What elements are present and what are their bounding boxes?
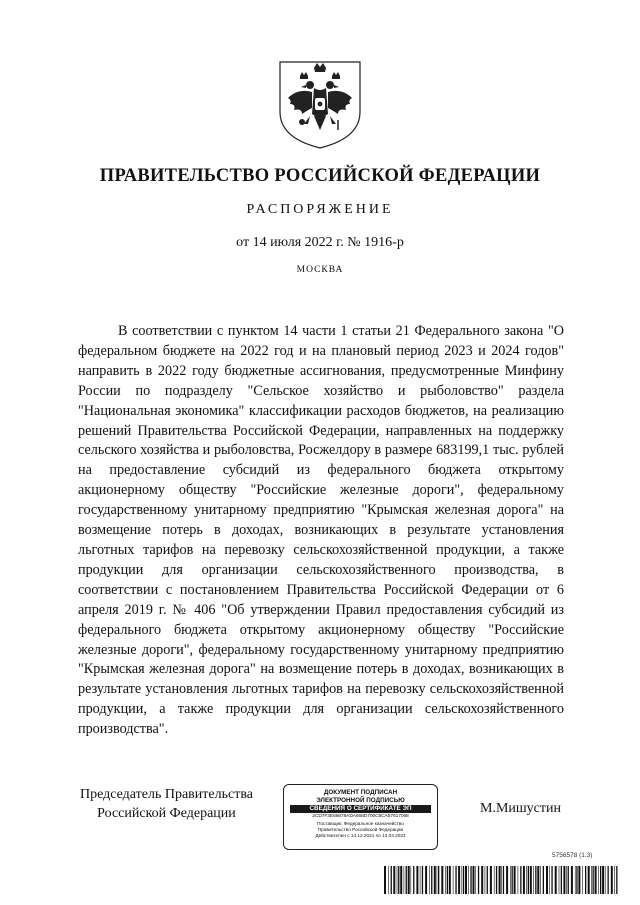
barcode-bar bbox=[588, 866, 590, 894]
barcode-bar bbox=[397, 866, 398, 894]
barcode-bar bbox=[543, 866, 544, 894]
order-paragraph: В соответствии с пунктом 14 части 1 статьи 21 Федерального закона "О федеральном бюджете на 2022 год и на плановый период 2023 и 2024 годов" направить в 2022 году бюджетные ассигнования, предусмотренные Минфину России по подразделу "Сельское хозяйство и рыболовство" раздела "Национальная экономика" классификации расходов бюджетов, на реализацию решений Правительства Российской Федерации, направленных на поддержку сельского хозяйства и рыболовства, Росжелдору в размере 683199,1 тыс. рублей на предоставление субсидий из федерального бюджета открытому акционерному обществу "Российские железные дороги", федеральному государственному унитарному предприятию "Крымская железная дорога" на возмещение потерь в доходах, возникающих в результате установления льготных тарифов на перевозку сельскохозяйственной продукции, а также продукции для организации сельскохозяйственного производства, в соответствии с постановлением Правительства Российской Федерации от 6 апреля 2019 г. № 406 "Об утверждении Правил предоставления субсидий из федерального бюджета открытому акционерному обществу "Российские железные дороги", федеральному государственному унитарному предприятию "Крымская железная дорога" на возмещение потерь в доходах, возникающих в результате установления льготных тарифов на перевозку сельскохозяйственной продукции, а также продукции для организации сельскохозяйственного производства". bbox=[78, 323, 564, 738]
barcode-bar bbox=[551, 866, 552, 894]
city: МОСКВА bbox=[296, 265, 344, 275]
barcode-bar bbox=[582, 866, 583, 894]
barcode-bar bbox=[384, 866, 386, 894]
barcode-bar bbox=[393, 866, 395, 894]
barcode-bar bbox=[434, 866, 436, 894]
barcode-bar bbox=[571, 866, 573, 894]
barcode-bar bbox=[447, 866, 448, 894]
barcode-bar bbox=[591, 866, 592, 894]
barcode-bar bbox=[391, 866, 392, 894]
coat-of-arms-icon bbox=[274, 58, 366, 150]
barcode-bar bbox=[496, 866, 497, 894]
barcode-bar bbox=[449, 866, 451, 894]
barcode-bar bbox=[458, 866, 460, 894]
electronic-signature-stamp bbox=[283, 784, 438, 850]
signatory-position bbox=[80, 785, 253, 823]
barcode-bar bbox=[494, 866, 495, 894]
barcode-bar bbox=[611, 866, 613, 894]
barcode-bar bbox=[413, 866, 414, 894]
barcode-bar bbox=[559, 866, 560, 894]
barcode-bar bbox=[478, 866, 479, 894]
barcode-bar bbox=[506, 866, 508, 894]
barcode-bar bbox=[416, 866, 418, 894]
barcode-bar bbox=[462, 866, 463, 894]
barcode-bar bbox=[546, 866, 548, 894]
barcode-bar bbox=[512, 866, 513, 894]
barcode-bar bbox=[566, 866, 567, 894]
barcode-bar bbox=[605, 866, 606, 894]
barcode-bar bbox=[510, 866, 511, 894]
barcode-bar bbox=[520, 866, 521, 894]
barcode-bar bbox=[568, 866, 569, 894]
barcode-bar bbox=[575, 866, 576, 894]
barcode-bar bbox=[561, 866, 562, 894]
stamp-validity: Действителен с 13.12.2021 по 13.03.2023 bbox=[315, 833, 406, 839]
stamp-owner: Правительство Российской Федерации bbox=[317, 826, 404, 832]
barcode-bar bbox=[555, 866, 557, 894]
barcode-bar bbox=[576, 866, 577, 894]
barcode-number: 5756578 (1.3) bbox=[552, 852, 593, 859]
position-line-1: Председатель Правительства bbox=[80, 787, 253, 802]
barcode-bar bbox=[501, 866, 502, 894]
barcode-bar bbox=[453, 866, 454, 894]
stamp-line-2: ЭЛЕКТРОННОЙ ПОДПИСЬЮ bbox=[316, 796, 405, 804]
barcode-bar bbox=[526, 866, 527, 894]
barcode-bar bbox=[563, 866, 565, 894]
barcode-bar bbox=[523, 866, 525, 894]
barcode-bar bbox=[578, 866, 580, 894]
barcode-bar bbox=[420, 866, 421, 894]
stamp-line-1: ДОКУМЕНТ ПОДПИСАН bbox=[323, 789, 398, 796]
barcode-bar bbox=[441, 866, 443, 894]
barcode-bar bbox=[400, 866, 402, 894]
barcode-bar bbox=[475, 866, 476, 894]
barcode-bar bbox=[438, 866, 439, 894]
barcode-bar bbox=[411, 866, 412, 894]
barcode-bar bbox=[602, 866, 604, 894]
barcode-bar bbox=[600, 866, 601, 894]
barcode-bar bbox=[455, 866, 456, 894]
barcode-bar bbox=[388, 866, 389, 894]
barcode-bar bbox=[595, 866, 597, 894]
position-line-2: Российской Федерации bbox=[97, 806, 236, 821]
barcode-bar bbox=[473, 866, 475, 894]
barcode-bar bbox=[485, 866, 486, 894]
barcode-bar bbox=[614, 866, 615, 894]
barcode-bar bbox=[429, 866, 430, 894]
signatory-name: М.Мишустин bbox=[480, 801, 561, 816]
barcode-bar bbox=[514, 866, 516, 894]
barcode-bar bbox=[431, 866, 432, 894]
barcode-bar bbox=[608, 866, 609, 894]
barcode-icon bbox=[384, 866, 620, 894]
stamp-issuer: Поставщик: Федеральное казначейство bbox=[317, 820, 404, 826]
barcode-bar bbox=[593, 866, 594, 894]
barcode-bar bbox=[481, 866, 483, 894]
barcode-bar bbox=[465, 866, 467, 894]
barcode-bar bbox=[540, 866, 541, 894]
barcode-bar bbox=[425, 866, 427, 894]
document-type: РАСПОРЯЖЕНИЕ bbox=[246, 202, 394, 217]
barcode-bar bbox=[408, 866, 410, 894]
barcode-bar bbox=[468, 866, 469, 894]
barcode-bar bbox=[445, 866, 446, 894]
barcode-bar bbox=[422, 866, 423, 894]
barcode-bar bbox=[528, 866, 529, 894]
barcode-bar bbox=[437, 866, 438, 894]
barcode-bar bbox=[518, 866, 519, 894]
stamp-header-bar: СВЕДЕНИЯ О СЕРТИФИКАТЕ ЭП bbox=[290, 805, 431, 813]
barcode-bar bbox=[533, 866, 534, 894]
date-and-number: от 14 июля 2022 г. № 1916-р bbox=[236, 235, 404, 250]
barcode-bar bbox=[490, 866, 492, 894]
barcode-bar bbox=[487, 866, 488, 894]
barcode-bar bbox=[616, 866, 617, 894]
barcode-bar bbox=[537, 866, 539, 894]
barcode-bar bbox=[503, 866, 504, 894]
barcode-bar bbox=[598, 866, 599, 894]
barcode-bar bbox=[404, 866, 405, 894]
barcode-bar bbox=[398, 866, 399, 894]
barcode-bar bbox=[535, 866, 536, 894]
barcode-bar bbox=[530, 866, 532, 894]
barcode-bar bbox=[470, 866, 471, 894]
government-title: ПРАВИТЕЛЬСТВО РОССИЙСКОЙ ФЕДЕРАЦИИ bbox=[99, 166, 541, 186]
barcode-bar bbox=[406, 866, 407, 894]
barcode-bar bbox=[499, 866, 501, 894]
barcode-bar bbox=[463, 866, 464, 894]
barcode-bar bbox=[549, 866, 550, 894]
stamp-certificate: 2CD7F3E66878ADA668D700C6CA57617068 bbox=[312, 814, 409, 819]
barcode-bar bbox=[585, 866, 586, 894]
